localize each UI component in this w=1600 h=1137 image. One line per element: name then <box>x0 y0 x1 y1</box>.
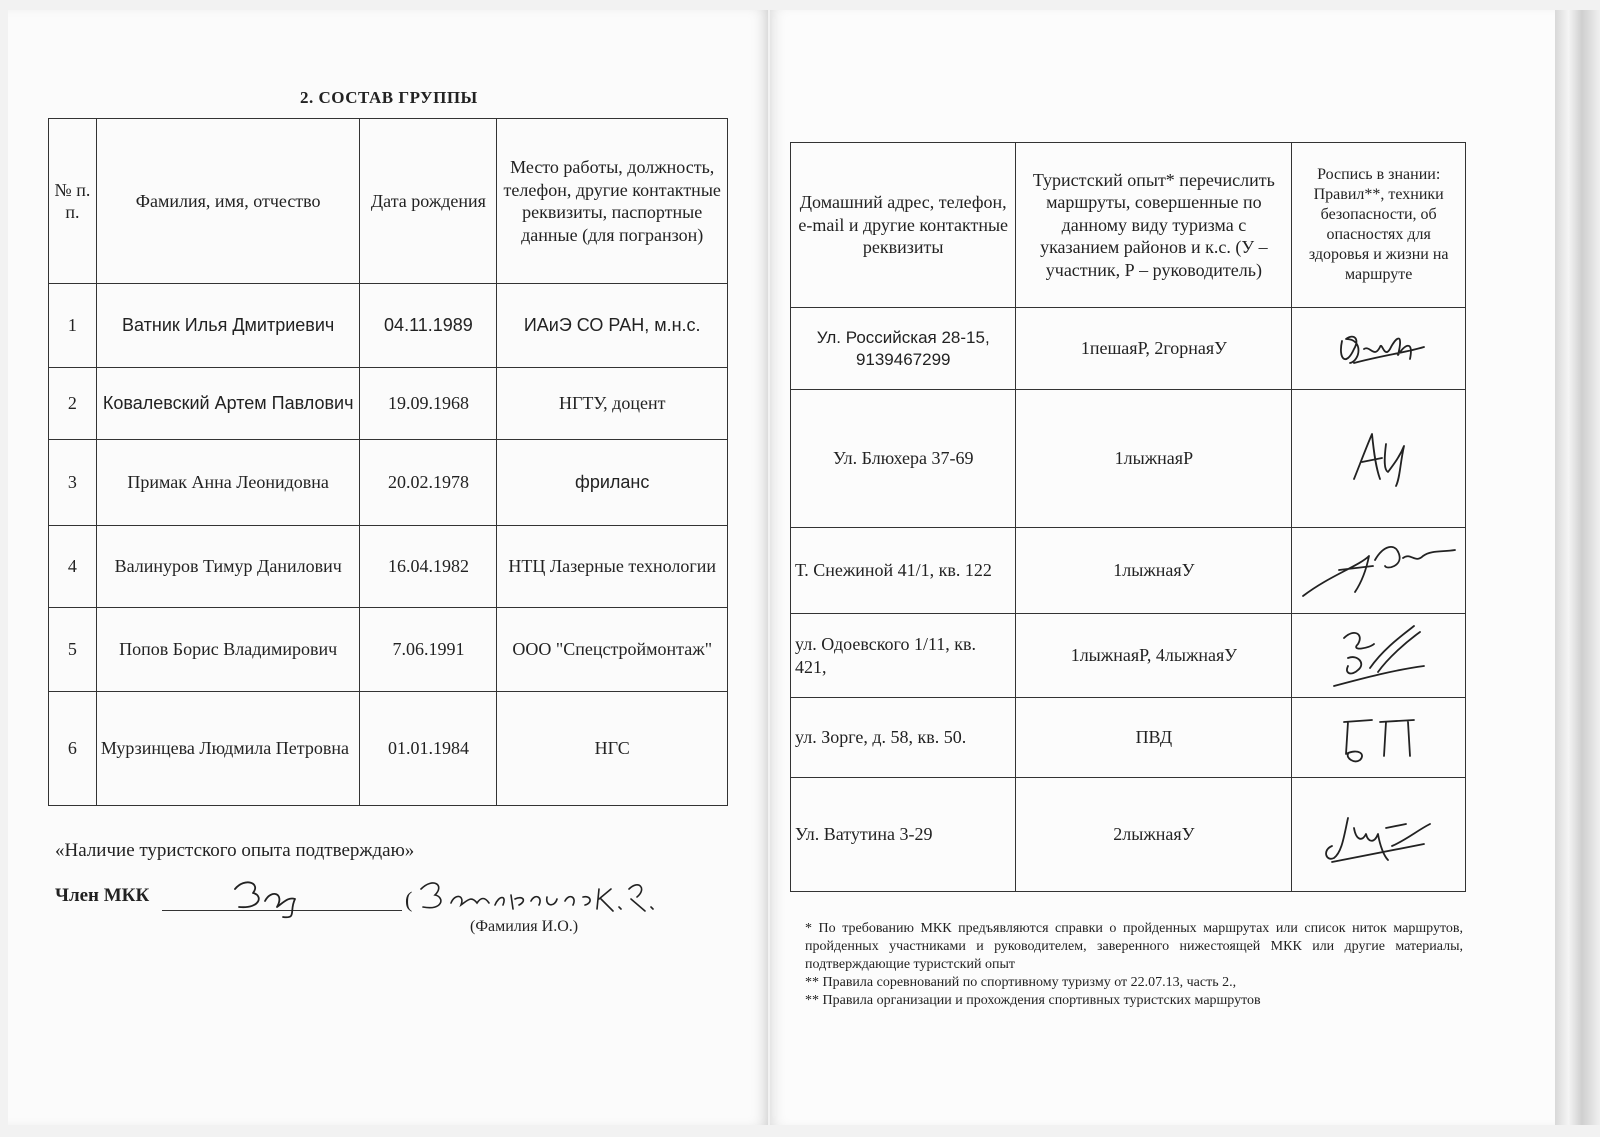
table-row <box>49 440 728 526</box>
row-experience: 1лыжнаяР, 4лыжнаяУ <box>1016 614 1292 698</box>
table-row <box>49 692 728 806</box>
row-experience: 2лыжнаяУ <box>1016 778 1292 892</box>
row-work: НГС <box>497 692 728 806</box>
row-experience: ПВД <box>1016 698 1292 778</box>
header-name: Фамилия, имя, отчество <box>96 119 360 284</box>
signature-image <box>1324 424 1434 494</box>
page-edge <box>1555 10 1600 1125</box>
row-work: НГТУ, доцент <box>497 368 728 440</box>
row-birth: 16.04.1982 <box>360 526 497 608</box>
row-name: Ковалевский Артем Павлович <box>96 368 360 440</box>
row-birth: 04.11.1989 <box>360 284 497 368</box>
confirm-text: «Наличие туристского опыта подтверждаю» <box>55 840 415 861</box>
table-row <box>791 614 1466 698</box>
row-address: Ул. Ватутина 3-29 <box>791 778 1016 892</box>
experience-table <box>790 142 1466 892</box>
row-signature <box>1292 778 1466 892</box>
row-experience: 1пешаяР, 2горнаяУ <box>1016 308 1292 390</box>
header-work: Место работы, должность, телефон, другие контактные реквизиты, паспортные данные (для погранзон) <box>497 119 728 284</box>
page-title: 2. СОСТАВ ГРУППЫ <box>300 88 478 107</box>
header-signature: Роспись в знании: Правил**, техники безопасности, об опасностях для здоровья и жизни на маршруте <box>1292 143 1466 308</box>
row-name: Ватник Илья Дмитриевич <box>96 284 360 368</box>
row-address: Ул. Блюхера 37-69 <box>791 390 1016 528</box>
header-experience: Туристский опыт* перечислить маршруты, совершенные по данному виду туризма с указанием районов и к.с. (У – участник, Р – руководитель) <box>1016 143 1292 308</box>
paren-open: ( <box>405 887 413 912</box>
table-row <box>49 368 728 440</box>
row-signature <box>1292 698 1466 778</box>
row-address: Ул. Российская 28-15, 9139467299 <box>791 308 1016 390</box>
fio-hint: (Фамилия И.О.) <box>470 918 579 935</box>
table-row <box>791 308 1466 390</box>
row-num: 2 <box>49 368 97 440</box>
row-name: Мурзинцева Людмила Петровна <box>96 692 360 806</box>
row-work: фриланс <box>497 440 728 526</box>
footnote-3: ** Правила организации и прохождения спортивных туристских маршрутов <box>805 992 1261 1008</box>
signature-image <box>1314 800 1444 870</box>
row-num: 5 <box>49 608 97 692</box>
header-birth: Дата рождения <box>360 119 497 284</box>
row-birth: 19.09.1968 <box>360 368 497 440</box>
row-birth: 01.01.1984 <box>360 692 497 806</box>
row-num: 6 <box>49 692 97 806</box>
signature-image <box>1324 708 1434 768</box>
row-address: Т. Снежиной 41/1, кв. 122 <box>791 528 1016 614</box>
row-signature <box>1292 308 1466 390</box>
row-name: Примак Анна Леонидовна <box>96 440 360 526</box>
row-work: ИАиЭ СО РАН, м.н.с. <box>497 284 728 368</box>
member-label: Член МКК <box>55 885 150 906</box>
row-signature <box>1292 528 1466 614</box>
signature-image <box>1299 536 1459 606</box>
group-members-table <box>48 118 728 806</box>
row-num: 3 <box>49 440 97 526</box>
row-work: НТЦ Лазерные технологии <box>497 526 728 608</box>
header-num: № п. п. <box>49 119 97 284</box>
table-row <box>791 528 1466 614</box>
row-name: Валинуров Тимур Данилович <box>96 526 360 608</box>
row-experience: 1лыжнаяР <box>1016 390 1292 528</box>
row-experience: 1лыжнаяУ <box>1016 528 1292 614</box>
table-row <box>791 698 1466 778</box>
table-row <box>791 778 1466 892</box>
row-num: 4 <box>49 526 97 608</box>
signature-image <box>1314 618 1444 693</box>
row-name: Попов Борис Владимирович <box>96 608 360 692</box>
row-num: 1 <box>49 284 97 368</box>
table-row <box>791 390 1466 528</box>
row-signature <box>1292 614 1466 698</box>
table-header-row <box>49 119 728 284</box>
table-row <box>49 526 728 608</box>
member-name-handwritten <box>415 875 665 920</box>
row-birth: 20.02.1978 <box>360 440 497 526</box>
table-row <box>49 608 728 692</box>
row-birth: 7.06.1991 <box>360 608 497 692</box>
table-header-row <box>791 143 1466 308</box>
row-address: ул. Зорге, д. 58, кв. 50. <box>791 698 1016 778</box>
row-address: ул. Одоевского 1/11, кв. 421, <box>791 614 1016 698</box>
table-row <box>49 284 728 368</box>
footnote-1: * По требованию МКК предъявляются справки о пройденных маршрутах или список ниток маршрутов, пройденных участниками и руководителем, заверенного нижестоящей МКК или другие материалы, подтверждающие туристский опыт <box>805 921 1463 972</box>
footnotes <box>805 920 1463 1010</box>
member-signature <box>225 875 315 920</box>
footnote-2: ** Правила соревнований по спортивному туризму от 22.07.13, часть 2., <box>805 974 1237 990</box>
row-work: ООО "Спецстроймонтаж" <box>497 608 728 692</box>
header-address: Домашний адрес, телефон, e-mail и другие контактные реквизиты <box>791 143 1016 308</box>
row-signature <box>1292 390 1466 528</box>
signature-image <box>1324 319 1434 379</box>
